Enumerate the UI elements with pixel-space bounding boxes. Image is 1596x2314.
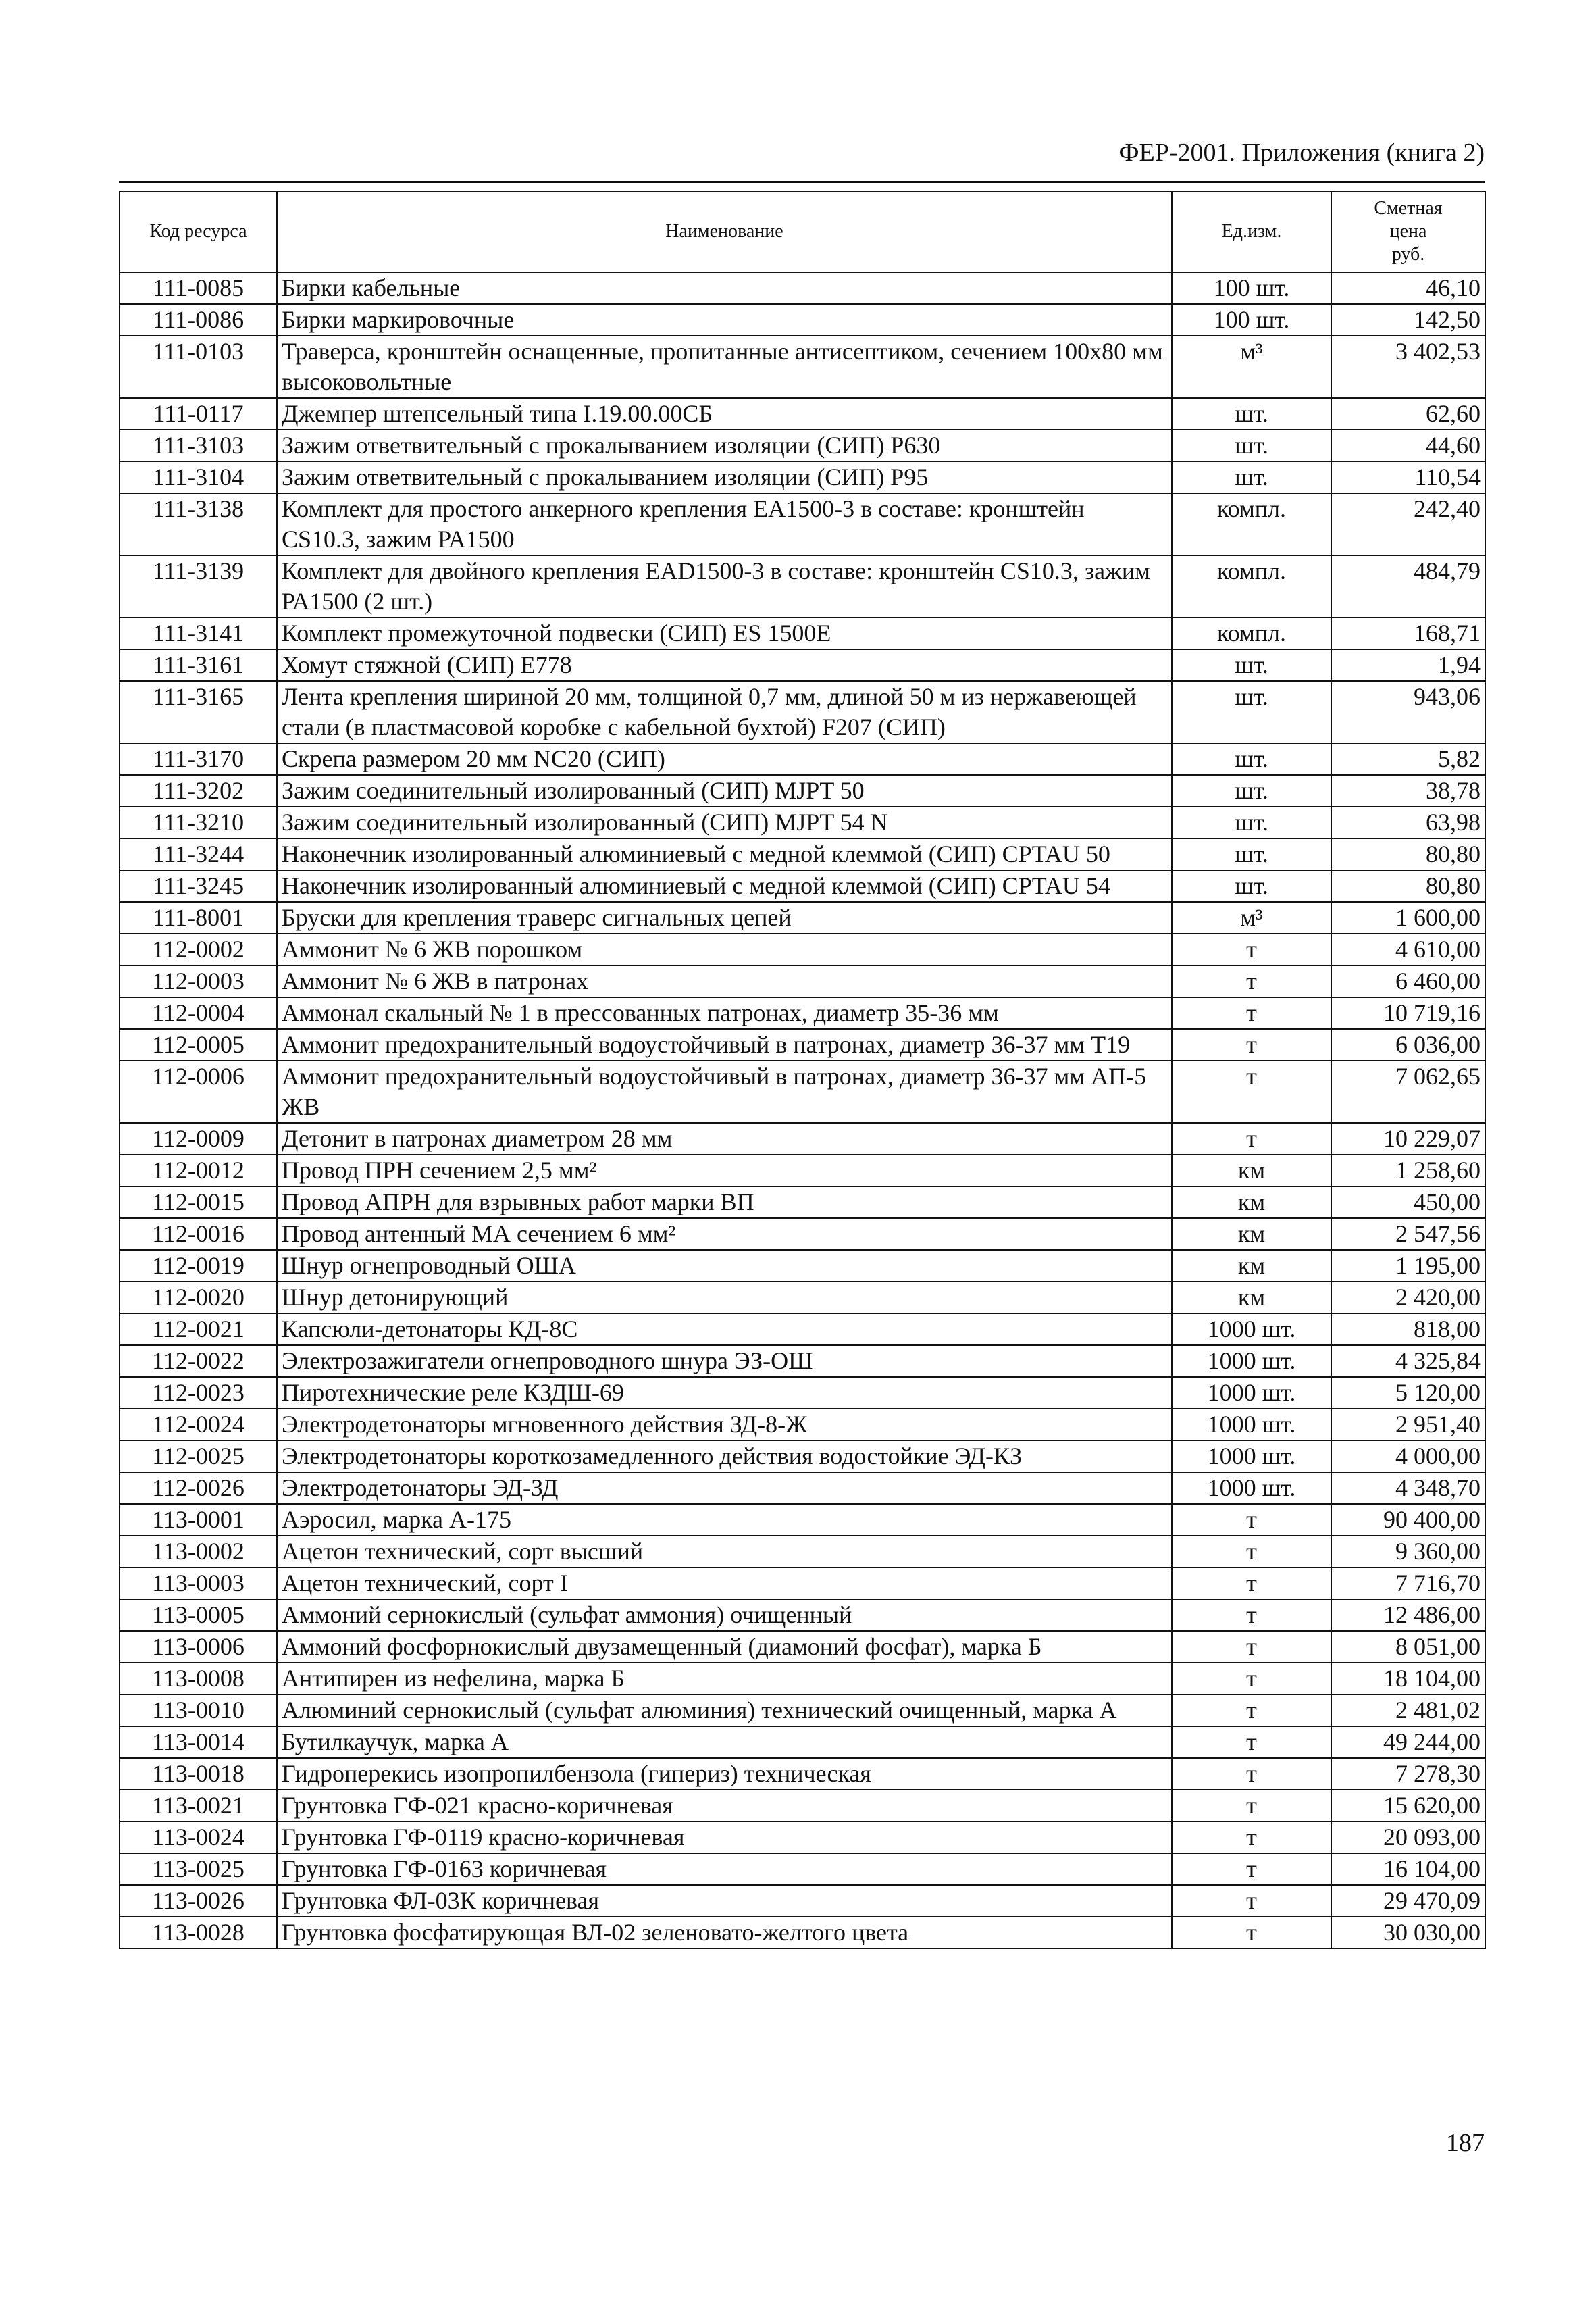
resource-code-cell: 113-0003	[120, 1567, 277, 1599]
resource-name-cell: Аммонал скальный № 1 в прессованных патронах, диаметр 35-36 мм	[277, 997, 1172, 1029]
resource-code-cell: 111-3141	[120, 618, 277, 649]
resource-code-cell: 113-0021	[120, 1790, 277, 1821]
table-row	[120, 304, 1485, 336]
unit-cell: т	[1172, 1726, 1331, 1758]
resource-code-cell: 113-0024	[120, 1821, 277, 1853]
running-header: ФЕР-2001. Приложения (книга 2)	[1118, 139, 1485, 167]
resource-name-cell: Бутилкаучук, марка А	[277, 1726, 1172, 1758]
unit-cell: т	[1172, 1631, 1331, 1663]
table-row	[120, 1853, 1485, 1885]
unit-cell: т	[1172, 1061, 1331, 1123]
price-cell: 2 547,56	[1331, 1218, 1485, 1250]
unit-cell: компл.	[1172, 493, 1331, 555]
price-cell: 818,00	[1331, 1313, 1485, 1345]
price-cell: 46,10	[1331, 272, 1485, 304]
resource-name-cell: Грунтовка ГФ-0119 красно-коричневая	[277, 1821, 1172, 1853]
table-row	[120, 681, 1485, 743]
table-row	[120, 618, 1485, 649]
table-row	[120, 649, 1485, 681]
table-row	[120, 1282, 1485, 1313]
resource-code-cell: 112-0006	[120, 1061, 277, 1123]
unit-cell: т	[1172, 1885, 1331, 1917]
resource-name-cell: Лента крепления шириной 20 мм, толщиной 0,7 мм, длиной 50 м из нержавеющей стали (в пластмасовой коробке с кабельной бухтой) F207 (СИП)	[277, 681, 1172, 743]
table-row	[120, 934, 1485, 965]
table-row	[120, 838, 1485, 870]
unit-cell: 100 шт.	[1172, 304, 1331, 336]
unit-cell: шт.	[1172, 681, 1331, 743]
price-cell: 5,82	[1331, 743, 1485, 775]
price-cell: 18 104,00	[1331, 1663, 1485, 1694]
table-row	[120, 1504, 1485, 1536]
unit-cell: 100 шт.	[1172, 272, 1331, 304]
table-row	[120, 430, 1485, 461]
resource-name-cell: Электрозажигатели огнепроводного шнура ЭЗ-ОШ	[277, 1345, 1172, 1377]
unit-cell: т	[1172, 1029, 1331, 1061]
price-cell: 484,79	[1331, 555, 1485, 618]
price-cell: 5 120,00	[1331, 1377, 1485, 1409]
unit-cell: шт.	[1172, 649, 1331, 681]
table-row	[120, 807, 1485, 838]
resource-code-cell: 111-3210	[120, 807, 277, 838]
price-cell: 12 486,00	[1331, 1599, 1485, 1631]
resource-code-cell: 112-0016	[120, 1218, 277, 1250]
price-cell: 1 195,00	[1331, 1250, 1485, 1282]
column-header-price-line2: цена	[1389, 221, 1427, 242]
unit-cell: 1000 шт.	[1172, 1377, 1331, 1409]
resource-code-cell: 111-3138	[120, 493, 277, 555]
unit-cell: т	[1172, 1599, 1331, 1631]
resource-code-cell: 113-0005	[120, 1599, 277, 1631]
resource-name-cell: Антипирен из нефелина, марка Б	[277, 1663, 1172, 1694]
table-row	[120, 1250, 1485, 1282]
price-cell: 450,00	[1331, 1186, 1485, 1218]
resource-code-cell: 111-0103	[120, 336, 277, 398]
price-cell: 4 610,00	[1331, 934, 1485, 965]
resource-name-cell: Комплект для простого анкерного крепления ЕА1500-3 в составе: кронштейн CS10.3, зажим РА1500	[277, 493, 1172, 555]
price-cell: 10 229,07	[1331, 1123, 1485, 1155]
resource-name-cell: Аэросил, марка А-175	[277, 1504, 1172, 1536]
table-row	[120, 1726, 1485, 1758]
unit-cell: т	[1172, 997, 1331, 1029]
table-row	[120, 1123, 1485, 1155]
table-row	[120, 1663, 1485, 1694]
resource-code-cell: 111-3202	[120, 775, 277, 807]
table-row	[120, 1029, 1485, 1061]
unit-cell: шт.	[1172, 870, 1331, 902]
resource-code-cell: 113-0018	[120, 1758, 277, 1790]
price-cell: 7 062,65	[1331, 1061, 1485, 1123]
resource-name-cell: Ацетон технический, сорт I	[277, 1567, 1172, 1599]
price-cell: 8 051,00	[1331, 1631, 1485, 1663]
unit-cell: шт.	[1172, 838, 1331, 870]
resource-name-cell: Траверса, кронштейн оснащенные, пропитанные антисептиком, сечением 100х80 мм высоковольтные	[277, 336, 1172, 398]
resource-code-cell: 111-3139	[120, 555, 277, 618]
table-row	[120, 965, 1485, 997]
unit-cell: шт.	[1172, 398, 1331, 430]
table-header-row	[120, 191, 1485, 272]
price-cell: 10 719,16	[1331, 997, 1485, 1029]
unit-cell: шт.	[1172, 807, 1331, 838]
unit-cell: т	[1172, 1917, 1331, 1948]
unit-cell: т	[1172, 1853, 1331, 1885]
resource-name-cell: Комплект для двойного крепления EAD1500-3 в составе: кронштейн CS10.3, зажим РА1500 (2 шт.)	[277, 555, 1172, 618]
resource-code-cell: 112-0021	[120, 1313, 277, 1345]
resource-code-cell: 113-0025	[120, 1853, 277, 1885]
price-cell: 80,80	[1331, 838, 1485, 870]
header-rule	[119, 181, 1485, 183]
resource-code-cell: 111-3161	[120, 649, 277, 681]
resource-name-cell: Пиротехнические реле КЗДШ-69	[277, 1377, 1172, 1409]
resource-name-cell: Шнур огнепроводный ОША	[277, 1250, 1172, 1282]
unit-cell: т	[1172, 1758, 1331, 1790]
price-cell: 4 348,70	[1331, 1472, 1485, 1504]
unit-cell: 1000 шт.	[1172, 1345, 1331, 1377]
price-cell: 1 258,60	[1331, 1155, 1485, 1186]
resource-name-cell: Детонит в патронах диаметром 28 мм	[277, 1123, 1172, 1155]
unit-cell: т	[1172, 1536, 1331, 1567]
resource-code-cell: 112-0026	[120, 1472, 277, 1504]
price-cell: 63,98	[1331, 807, 1485, 838]
resource-code-cell: 113-0026	[120, 1885, 277, 1917]
resource-name-cell: Наконечник изолированный алюминиевый с медной клеммой (СИП) CPTAU 54	[277, 870, 1172, 902]
unit-cell: т	[1172, 1790, 1331, 1821]
unit-cell: 1000 шт.	[1172, 1409, 1331, 1440]
resource-code-cell: 111-3104	[120, 461, 277, 493]
resource-name-cell: Провод антенный МА сечением 6 мм²	[277, 1218, 1172, 1250]
resource-name-cell: Шнур детонирующий	[277, 1282, 1172, 1313]
unit-cell: т	[1172, 1123, 1331, 1155]
table-row	[120, 1758, 1485, 1790]
page-number: 187	[1446, 2129, 1485, 2157]
unit-cell: км	[1172, 1186, 1331, 1218]
price-cell: 168,71	[1331, 618, 1485, 649]
resource-code-cell: 112-0005	[120, 1029, 277, 1061]
price-cell: 3 402,53	[1331, 336, 1485, 398]
table-row	[120, 1567, 1485, 1599]
resource-code-cell: 111-3170	[120, 743, 277, 775]
unit-cell: км	[1172, 1250, 1331, 1282]
resource-name-cell: Гидроперекись изопропилбензола (гипериз) техническая	[277, 1758, 1172, 1790]
table-row	[120, 1155, 1485, 1186]
resource-code-cell: 112-0009	[120, 1123, 277, 1155]
resource-code-cell: 111-0085	[120, 272, 277, 304]
unit-cell: км	[1172, 1218, 1331, 1250]
resource-name-cell: Грунтовка фосфатирующая ВЛ-02 зеленовато-желтого цвета	[277, 1917, 1172, 1948]
resource-code-cell: 113-0014	[120, 1726, 277, 1758]
table-row	[120, 1313, 1485, 1345]
price-cell: 6 036,00	[1331, 1029, 1485, 1061]
table-row	[120, 1599, 1485, 1631]
price-cell: 80,80	[1331, 870, 1485, 902]
price-cell: 110,54	[1331, 461, 1485, 493]
resource-code-cell: 111-3244	[120, 838, 277, 870]
resource-name-cell: Электродетонаторы короткозамедленного действия водостойкие ЭД-КЗ	[277, 1440, 1172, 1472]
resource-name-cell: Наконечник изолированный алюминиевый с медной клеммой (СИП) CPTAU 50	[277, 838, 1172, 870]
price-cell: 2 481,02	[1331, 1694, 1485, 1726]
unit-cell: 1000 шт.	[1172, 1313, 1331, 1345]
resource-code-cell: 113-0028	[120, 1917, 277, 1948]
price-cell: 9 360,00	[1331, 1536, 1485, 1567]
resource-code-cell: 112-0002	[120, 934, 277, 965]
resource-code-cell: 112-0003	[120, 965, 277, 997]
table-row	[120, 1345, 1485, 1377]
table-row	[120, 461, 1485, 493]
resource-name-cell: Провод АПРН для взрывных работ марки ВП	[277, 1186, 1172, 1218]
price-cell: 4 325,84	[1331, 1345, 1485, 1377]
resource-name-cell: Зажим соединительный изолированный (СИП) MJPT 50	[277, 775, 1172, 807]
unit-cell: шт.	[1172, 461, 1331, 493]
resource-name-cell: Электродетонаторы ЭД-ЗД	[277, 1472, 1172, 1504]
unit-cell: т	[1172, 1694, 1331, 1726]
unit-cell: т	[1172, 1663, 1331, 1694]
price-cell: 242,40	[1331, 493, 1485, 555]
unit-cell: компл.	[1172, 618, 1331, 649]
price-cell: 7 716,70	[1331, 1567, 1485, 1599]
resource-code-cell: 111-0086	[120, 304, 277, 336]
column-header-unit: Ед.изм.	[1172, 191, 1331, 272]
table-row	[120, 1821, 1485, 1853]
resource-name-cell: Хомут стяжной (СИП) Е778	[277, 649, 1172, 681]
price-cell: 62,60	[1331, 398, 1485, 430]
resource-code-cell: 112-0022	[120, 1345, 277, 1377]
resource-name-cell: Аммонит предохранительный водоустойчивый в патронах, диаметр 36-37 мм Т19	[277, 1029, 1172, 1061]
unit-cell: км	[1172, 1282, 1331, 1313]
unit-cell: 1000 шт.	[1172, 1472, 1331, 1504]
resource-code-cell: 112-0012	[120, 1155, 277, 1186]
column-header-price	[1331, 191, 1485, 272]
table-row	[120, 1061, 1485, 1123]
unit-cell: 1000 шт.	[1172, 1440, 1331, 1472]
table-row	[120, 775, 1485, 807]
resource-code-cell: 112-0019	[120, 1250, 277, 1282]
table-row	[120, 493, 1485, 555]
column-header-price-line3: руб.	[1391, 244, 1425, 265]
unit-cell: т	[1172, 1821, 1331, 1853]
table-row	[120, 743, 1485, 775]
price-cell: 142,50	[1331, 304, 1485, 336]
resource-code-cell: 112-0015	[120, 1186, 277, 1218]
resource-name-cell: Скрепа размером 20 мм NC20 (СИП)	[277, 743, 1172, 775]
table-row	[120, 555, 1485, 618]
price-cell: 6 460,00	[1331, 965, 1485, 997]
resource-name-cell: Бруски для крепления траверс сигнальных цепей	[277, 902, 1172, 934]
resource-name-cell: Алюминий сернокислый (сульфат алюминия) технический очищенный, марка А	[277, 1694, 1172, 1726]
unit-cell: т	[1172, 1504, 1331, 1536]
resource-name-cell: Грунтовка ГФ-021 красно-коричневая	[277, 1790, 1172, 1821]
table-row	[120, 1472, 1485, 1504]
price-cell: 49 244,00	[1331, 1726, 1485, 1758]
resource-name-cell: Ацетон технический, сорт высший	[277, 1536, 1172, 1567]
resource-name-cell: Зажим ответвительный с прокалыванием изоляции (СИП) Р95	[277, 461, 1172, 493]
resource-code-cell: 111-3165	[120, 681, 277, 743]
price-cell: 1,94	[1331, 649, 1485, 681]
resource-code-cell: 112-0020	[120, 1282, 277, 1313]
resource-name-cell: Аммоний сернокислый (сульфат аммония) очищенный	[277, 1599, 1172, 1631]
resource-code-cell: 112-0023	[120, 1377, 277, 1409]
table-row	[120, 902, 1485, 934]
unit-cell: м³	[1172, 902, 1331, 934]
price-cell: 4 000,00	[1331, 1440, 1485, 1472]
resource-name-cell: Аммонит № 6 ЖВ порошком	[277, 934, 1172, 965]
table-row	[120, 1694, 1485, 1726]
resource-name-cell: Грунтовка ГФ-0163 коричневая	[277, 1853, 1172, 1885]
price-cell: 15 620,00	[1331, 1790, 1485, 1821]
price-cell: 90 400,00	[1331, 1504, 1485, 1536]
table-body	[120, 272, 1485, 1948]
resource-price-table	[119, 191, 1486, 1949]
unit-cell: т	[1172, 934, 1331, 965]
resource-code-cell: 113-0008	[120, 1663, 277, 1694]
resource-code-cell: 111-3103	[120, 430, 277, 461]
price-cell: 943,06	[1331, 681, 1485, 743]
table-row	[120, 1218, 1485, 1250]
table-row	[120, 870, 1485, 902]
resource-code-cell: 112-0004	[120, 997, 277, 1029]
resource-name-cell: Аммонит № 6 ЖВ в патронах	[277, 965, 1172, 997]
resource-name-cell: Провод ПРН сечением 2,5 мм²	[277, 1155, 1172, 1186]
unit-cell: т	[1172, 965, 1331, 997]
resource-code-cell: 112-0025	[120, 1440, 277, 1472]
table-row	[120, 1440, 1485, 1472]
resource-name-cell: Бирки маркировочные	[277, 304, 1172, 336]
price-cell: 7 278,30	[1331, 1758, 1485, 1790]
resource-name-cell: Электродетонаторы мгновенного действия ЗД-8-Ж	[277, 1409, 1172, 1440]
table-row	[120, 1409, 1485, 1440]
unit-cell: шт.	[1172, 775, 1331, 807]
price-cell: 1 600,00	[1331, 902, 1485, 934]
table-row	[120, 1377, 1485, 1409]
resource-code-cell: 111-8001	[120, 902, 277, 934]
price-cell: 30 030,00	[1331, 1917, 1485, 1948]
table-row	[120, 272, 1485, 304]
unit-cell: км	[1172, 1155, 1331, 1186]
table-row	[120, 1790, 1485, 1821]
column-header-code: Код ресурса	[120, 191, 277, 272]
price-cell: 2 420,00	[1331, 1282, 1485, 1313]
resource-name-cell: Бирки кабельные	[277, 272, 1172, 304]
resource-name-cell: Комплект промежуточной подвески (СИП) ES 1500Е	[277, 618, 1172, 649]
unit-cell: шт.	[1172, 430, 1331, 461]
price-cell: 29 470,09	[1331, 1885, 1485, 1917]
column-header-name: Наименование	[277, 191, 1172, 272]
table-row	[120, 1917, 1485, 1948]
table-row	[120, 1631, 1485, 1663]
resource-code-cell: 112-0024	[120, 1409, 277, 1440]
price-cell: 2 951,40	[1331, 1409, 1485, 1440]
resource-name-cell: Грунтовка ФЛ-03К коричневая	[277, 1885, 1172, 1917]
resource-code-cell: 113-0002	[120, 1536, 277, 1567]
price-cell: 20 093,00	[1331, 1821, 1485, 1853]
price-cell: 16 104,00	[1331, 1853, 1485, 1885]
unit-cell: м³	[1172, 336, 1331, 398]
unit-cell: т	[1172, 1567, 1331, 1599]
price-cell: 44,60	[1331, 430, 1485, 461]
resource-name-cell: Зажим соединительный изолированный (СИП) MJPT 54 N	[277, 807, 1172, 838]
table-row	[120, 336, 1485, 398]
resource-name-cell: Капсюли-детонаторы КД-8С	[277, 1313, 1172, 1345]
resource-name-cell: Джемпер штепсельный типа I.19.00.00СБ	[277, 398, 1172, 430]
resource-code-cell: 113-0001	[120, 1504, 277, 1536]
table-row	[120, 1885, 1485, 1917]
resource-name-cell: Аммоний фосфорнокислый двузамещенный (диамоний фосфат), марка Б	[277, 1631, 1172, 1663]
resource-name-cell: Зажим ответвительный с прокалыванием изоляции (СИП) Р630	[277, 430, 1172, 461]
price-cell: 38,78	[1331, 775, 1485, 807]
table-row	[120, 1536, 1485, 1567]
resource-code-cell: 113-0010	[120, 1694, 277, 1726]
resource-code-cell: 111-0117	[120, 398, 277, 430]
table-row	[120, 997, 1485, 1029]
table-row	[120, 398, 1485, 430]
unit-cell: шт.	[1172, 743, 1331, 775]
table-row	[120, 1186, 1485, 1218]
resource-code-cell: 113-0006	[120, 1631, 277, 1663]
resource-code-cell: 111-3245	[120, 870, 277, 902]
column-header-price-line1: Сметная	[1374, 198, 1443, 219]
resource-name-cell: Аммонит предохранительный водоустойчивый в патронах, диаметр 36-37 мм АП-5 ЖВ	[277, 1061, 1172, 1123]
unit-cell: компл.	[1172, 555, 1331, 618]
